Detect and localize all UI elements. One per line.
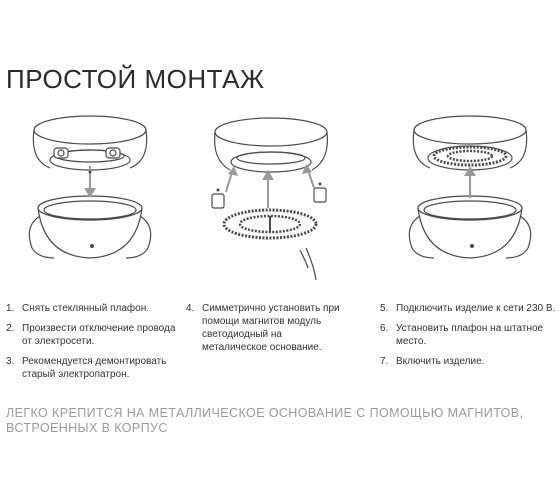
steps-column-3: [380, 302, 556, 375]
step1-illustration: [10, 108, 170, 283]
steps-column-2: [186, 302, 346, 361]
step-4: 4. Симметрично установить при помощи магнитов модуль светодиодный на металическое основание.: [186, 303, 340, 353]
step-2: 2. Произвести отключение провода от электросети.: [6, 323, 176, 347]
steps-column-1: [6, 302, 176, 388]
step-1: 1. Снять стеклянный плафон.: [6, 303, 149, 314]
step6-illustration: [390, 108, 550, 283]
step4-illustration: [196, 108, 346, 283]
step-3: 3. Рекомендуется демонтировать старый электропатрон.: [6, 356, 167, 380]
step-6: 6. Установить плафон на штатное место.: [380, 323, 544, 347]
page-title: ПРОСТОЙ МОНТАЖ: [6, 64, 265, 94]
step-5: 5. Подключить изделие к сети 230 В.: [380, 303, 556, 314]
footer-caption: ЛЕГКО КРЕПИТСЯ НА МЕТАЛЛИЧЕСКОЕ ОСНОВАНИЕ С ПОМОЩЬЮ МАГНИТОВ, ВСТРОЕННЫХ В КОРПУС: [6, 406, 524, 435]
step-7: 7. Включить изделие.: [380, 356, 485, 367]
